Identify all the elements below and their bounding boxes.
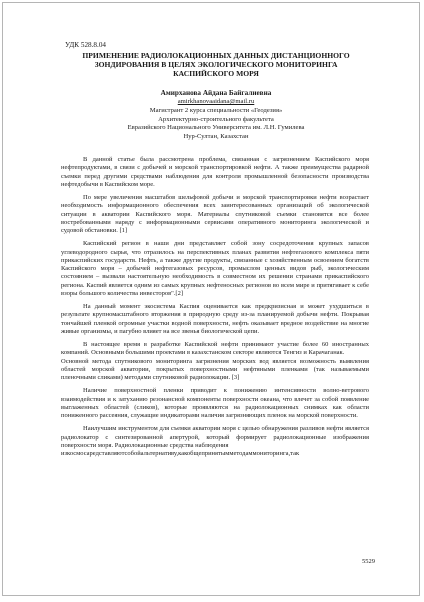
udk-code: УДК 528.8.04 bbox=[65, 41, 107, 49]
title-line: ПРИМЕНЕНИЕ РАДИОЛОКАЦИОННЫХ ДАННЫХ ДИСТАНЦИОННОГО bbox=[82, 51, 350, 60]
affiliation-line: Нур-Султан, Казахстан bbox=[183, 133, 249, 141]
paper-title bbox=[63, 51, 369, 78]
body-paragraph: В настоящее время в разработке Каспийской нефти принимают участие более 60 иностранных компаний. Основными большими проектами в казахстанском секторе являются Тенгиз и Карачаганак. bbox=[61, 341, 369, 357]
document-page bbox=[2, 2, 420, 596]
author-email-link[interactable]: amirkhanovaaidana@mail.ru bbox=[177, 98, 255, 105]
affiliation-line: Евразийского Национального Университета им. Л.Н. Гумилева bbox=[127, 124, 305, 132]
paper-body bbox=[61, 156, 369, 463]
body-paragraph: По мере увеличения масштабов шельфовой добычи и морской транспортировки нефти возрастает необходимость информационного обеспечения всех заинтересованных организаций об экологической ситуации в акватории Каспийского моря. Материалы спутниковой съемки становятся все более востребованными наряду с информационными сервисами оперативного мониторинга экологической и судовой обстановки. [1] bbox=[61, 194, 369, 234]
body-paragraph: Наилучшим инструментом для съемки акватории моря с целью обнаружения разливов нефти является радиолокатор с синтезированной апертурой, который формирует радиолокационные изображения поверхности моря. Радиолокационные средства наблюдения bbox=[61, 425, 369, 449]
title-line: КАСПИЙСКОГО МОРЯ bbox=[173, 69, 259, 78]
body-paragraph: Основной метода спутникового мониторинга загрязнения морских вод является возможность выявления областей морской акватории, покрытых поверхностными нефтяными пленками (так называемыми пленочными сликами) методами спутниковой радиолокации. [3] bbox=[61, 357, 369, 381]
author-name: Амирханова Айдана Байгалиевна bbox=[160, 89, 272, 97]
body-paragraph: изкосмосаредставляютсобойальтернативу,какобщепринятымметодаммониторинга,так bbox=[61, 450, 300, 457]
body-paragraph: Наличие поверхностной пленки приводит к понижению интенсивности волно-ветрового взаимодействия и к затуханию резонансной компоненты поверхности океана, что влечет за собой появление выглаженных областей (сликов), которые проявляются на радиолокационных снимках как области пониженного рассеяния, служащие индикаторами наличия загрязняющих пленок на морской поверхности. bbox=[61, 387, 369, 419]
body-paragraph: На данный момент экосистема Каспия оценивается как предкризисная и может ухудшиться в результате крупномасштабного вторжения в природную среду из-за планируемой добычи нефти. Покрывая тончайшей пленкой огромные участки водной поверхности, нефть оказывает вредное воздействие на многие живые организмы, и пагубно влияет на все звенья биологической цепи. bbox=[61, 303, 369, 335]
body-paragraph: В данной статье была рассмотрена проблема, связанная с загрязнением Каспийского моря нефтепродуктами, в связи с добычей и морской транспортировкой нефти. А также преимущества радарной съемки перед другими средствами наблюдения для контроля промышленной безопасности производства нефтедобычи в Каспийском море. bbox=[61, 156, 369, 188]
body-paragraph: Каспийский регион в наши дни представляет собой зону сосредоточения крупных запасов углеводородного сырья, что отразилось на перспективных планах развития нефтегазового комплекса пяти прикаспийских государств. Нефть, а также другие продукты, связанные с хозяйственным освоением богатств Каспийского моря – добычей нефтегазовых ресурсов, промыслом ценных видов рыб, экологическим состоянием – вызвали настоятельную необходимость в совместном их решении странами прикаспийского региона. Каспий является одним из самых крупных нефтеносных регионов во всем мире и притягивает к себе взоры большого количества инвесторов".[2] bbox=[61, 240, 369, 297]
affiliation-line: Магистрант 2 курса специальности «Геодезия» bbox=[149, 106, 283, 114]
page-number: 5529 bbox=[362, 558, 375, 565]
affiliation-line: Архитектурно-строительного факультета bbox=[158, 115, 274, 123]
title-line: ЗОНДИРОВАНИЯ В ЦЕЛЯХ ЭКОЛОГИЧЕСКОГО МОНИТОРИНГА bbox=[94, 60, 338, 69]
author-affiliation bbox=[63, 98, 369, 142]
